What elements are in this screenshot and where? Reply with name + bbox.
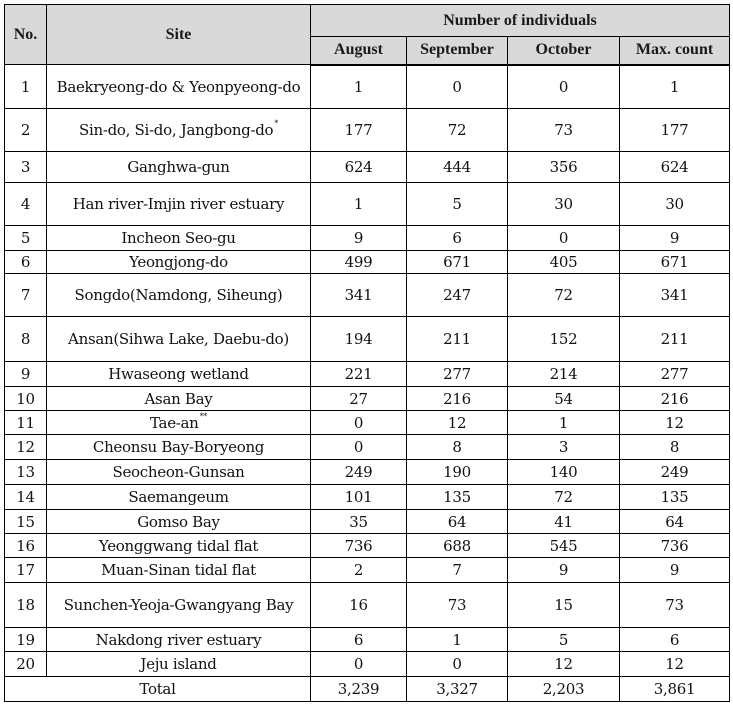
table-row <box>5 274 730 317</box>
cell-august: 499 <box>311 251 407 274</box>
cell-site <box>47 558 311 583</box>
cell-site <box>47 387 311 411</box>
cell-august: 341 <box>311 274 407 317</box>
total-september: 3,327 <box>407 677 508 702</box>
cell-october: 30 <box>508 183 620 226</box>
cell-no: 1 <box>5 65 47 109</box>
header-row-top <box>5 5 730 37</box>
cell-site <box>47 317 311 362</box>
site-name: Songdo(Namdong, Siheung) <box>74 286 283 304</box>
cell-no: 6 <box>5 251 47 274</box>
cell-no: 16 <box>5 534 47 558</box>
site-name: Seocheon-Gunsan <box>112 463 245 481</box>
cell-october: 405 <box>508 251 620 274</box>
cell-september: 73 <box>407 583 508 628</box>
cell-august: 35 <box>311 510 407 534</box>
footnote-marker: * <box>274 119 278 128</box>
cell-max-count: 624 <box>620 152 730 183</box>
cell-august: 16 <box>311 583 407 628</box>
cell-october: 54 <box>508 387 620 411</box>
cell-no: 15 <box>5 510 47 534</box>
site-name: Tae-an <box>150 413 199 432</box>
cell-october: 12 <box>508 652 620 677</box>
table-body <box>5 65 730 702</box>
cell-october: 72 <box>508 485 620 510</box>
cell-september: 12 <box>407 411 508 435</box>
cell-september: 1 <box>407 628 508 652</box>
cell-site <box>47 183 311 226</box>
cell-october: 9 <box>508 558 620 583</box>
cell-max-count: 64 <box>620 510 730 534</box>
site-name: Saemangeum <box>128 488 229 506</box>
cell-max-count: 9 <box>620 226 730 251</box>
cell-site <box>47 152 311 183</box>
cell-site <box>47 628 311 652</box>
table-row <box>5 652 730 677</box>
site-name: Nakdong river estuary <box>95 630 262 649</box>
cell-max-count: 211 <box>620 317 730 362</box>
cell-site <box>47 65 311 109</box>
table-row <box>5 435 730 460</box>
cell-no: 17 <box>5 558 47 583</box>
cell-september: 671 <box>407 251 508 274</box>
cell-september: 0 <box>407 65 508 109</box>
cell-september: 277 <box>407 362 508 387</box>
cell-september: 0 <box>407 652 508 677</box>
cell-october: 356 <box>508 152 620 183</box>
cell-september: 64 <box>407 510 508 534</box>
cell-no: 2 <box>5 109 47 152</box>
cell-october: 41 <box>508 510 620 534</box>
cell-site <box>47 583 311 628</box>
cell-site <box>47 534 311 558</box>
cell-max-count: 9 <box>620 558 730 583</box>
table-row <box>5 558 730 583</box>
header-august: August <box>311 37 407 65</box>
cell-no: 19 <box>5 628 47 652</box>
cell-august: 1 <box>311 65 407 109</box>
site-name: Sunchen-Yeoja-Gwangyang Bay <box>63 596 294 614</box>
table-row <box>5 510 730 534</box>
header-october: October <box>508 37 620 65</box>
cell-august: 9 <box>311 226 407 251</box>
cell-no: 10 <box>5 387 47 411</box>
cell-max-count: 12 <box>620 411 730 435</box>
cell-august: 1 <box>311 183 407 226</box>
cell-august: 194 <box>311 317 407 362</box>
cell-september: 444 <box>407 152 508 183</box>
table-row <box>5 152 730 183</box>
table-row <box>5 362 730 387</box>
cell-max-count: 8 <box>620 435 730 460</box>
site-name: Ganghwa-gun <box>127 158 230 176</box>
cell-no: 7 <box>5 274 47 317</box>
cell-october: 3 <box>508 435 620 460</box>
cell-site <box>47 411 311 435</box>
site-name: Baekryeong-do & Yeonpyeong-do <box>56 77 301 96</box>
cell-october: 73 <box>508 109 620 152</box>
cell-august: 736 <box>311 534 407 558</box>
cell-september: 216 <box>407 387 508 411</box>
cell-max-count: 30 <box>620 183 730 226</box>
cell-august: 177 <box>311 109 407 152</box>
cell-no: 20 <box>5 652 47 677</box>
total-max-count: 3,861 <box>620 677 730 702</box>
table-row <box>5 534 730 558</box>
cell-max-count: 12 <box>620 652 730 677</box>
cell-site <box>47 109 311 152</box>
table-row <box>5 583 730 628</box>
cell-october: 152 <box>508 317 620 362</box>
cell-site <box>47 510 311 534</box>
cell-site <box>47 274 311 317</box>
cell-no: 5 <box>5 226 47 251</box>
cell-august: 101 <box>311 485 407 510</box>
cell-no: 4 <box>5 183 47 226</box>
cell-no: 18 <box>5 583 47 628</box>
table-row <box>5 251 730 274</box>
cell-max-count: 341 <box>620 274 730 317</box>
cell-no: 11 <box>5 411 47 435</box>
site-name: Asan Bay <box>144 389 213 408</box>
cell-october: 0 <box>508 65 620 109</box>
site-name: Jeju island <box>140 655 217 673</box>
cell-september: 190 <box>407 460 508 485</box>
cell-no: 8 <box>5 317 47 362</box>
total-october: 2,203 <box>508 677 620 702</box>
total-label: Total <box>5 677 311 702</box>
cell-september: 6 <box>407 226 508 251</box>
cell-site <box>47 652 311 677</box>
cell-no: 13 <box>5 460 47 485</box>
header-no: No. <box>5 5 47 65</box>
cell-max-count: 671 <box>620 251 730 274</box>
cell-september: 135 <box>407 485 508 510</box>
table-row <box>5 411 730 435</box>
header-site: Site <box>47 5 311 65</box>
cell-august: 0 <box>311 652 407 677</box>
cell-august: 624 <box>311 152 407 183</box>
header-max-count: Max. count <box>620 37 730 65</box>
cell-september: 211 <box>407 317 508 362</box>
header-number-of-individuals: Number of individuals <box>311 5 730 37</box>
header-september: September <box>407 37 508 65</box>
cell-site <box>47 435 311 460</box>
cell-october: 0 <box>508 226 620 251</box>
cell-site <box>47 485 311 510</box>
table-row <box>5 317 730 362</box>
table-row <box>5 226 730 251</box>
cell-site <box>47 362 311 387</box>
cell-max-count: 736 <box>620 534 730 558</box>
individuals-by-site-table <box>4 4 730 702</box>
site-name: Han river-Imjin river estuary <box>72 195 285 213</box>
total-row <box>5 677 730 702</box>
cell-no: 12 <box>5 435 47 460</box>
cell-august: 249 <box>311 460 407 485</box>
cell-october: 5 <box>508 628 620 652</box>
cell-october: 214 <box>508 362 620 387</box>
footnote-marker: ** <box>199 411 207 421</box>
cell-september: 7 <box>407 558 508 583</box>
site-name: Sin-do, Si-do, Jangbong-do <box>78 121 274 139</box>
cell-max-count: 73 <box>620 583 730 628</box>
site-name: Yeonggwang tidal flat <box>98 536 259 555</box>
cell-august: 6 <box>311 628 407 652</box>
cell-no: 14 <box>5 485 47 510</box>
site-name: Incheon Seo-gu <box>121 229 236 247</box>
cell-october: 545 <box>508 534 620 558</box>
cell-august: 0 <box>311 435 407 460</box>
cell-august: 0 <box>311 411 407 435</box>
table-row <box>5 65 730 109</box>
cell-september: 8 <box>407 435 508 460</box>
cell-august: 27 <box>311 387 407 411</box>
cell-no: 3 <box>5 152 47 183</box>
cell-site <box>47 460 311 485</box>
cell-max-count: 6 <box>620 628 730 652</box>
table-row <box>5 183 730 226</box>
cell-max-count: 216 <box>620 387 730 411</box>
cell-site <box>47 251 311 274</box>
cell-september: 247 <box>407 274 508 317</box>
table-row <box>5 109 730 152</box>
site-name: Gomso Bay <box>137 512 220 531</box>
cell-october: 140 <box>508 460 620 485</box>
cell-september: 5 <box>407 183 508 226</box>
cell-max-count: 1 <box>620 65 730 109</box>
cell-october: 15 <box>508 583 620 628</box>
cell-september: 72 <box>407 109 508 152</box>
cell-max-count: 177 <box>620 109 730 152</box>
cell-max-count: 249 <box>620 460 730 485</box>
cell-september: 688 <box>407 534 508 558</box>
table-row <box>5 485 730 510</box>
table-row <box>5 460 730 485</box>
cell-max-count: 135 <box>620 485 730 510</box>
site-name: Muan-Sinan tidal flat <box>101 561 256 579</box>
site-name: Cheonsu Bay-Boryeong <box>92 438 265 456</box>
site-name: Hwaseong wetland <box>108 365 249 383</box>
site-name: Yeongjong-do <box>129 253 228 271</box>
cell-max-count: 277 <box>620 362 730 387</box>
total-august: 3,239 <box>311 677 407 702</box>
cell-site <box>47 226 311 251</box>
table-row <box>5 628 730 652</box>
cell-august: 221 <box>311 362 407 387</box>
site-name: Ansan(Sihwa Lake, Daebu-do) <box>68 330 289 348</box>
cell-no: 9 <box>5 362 47 387</box>
cell-august: 2 <box>311 558 407 583</box>
cell-october: 72 <box>508 274 620 317</box>
cell-october: 1 <box>508 411 620 435</box>
table-row <box>5 387 730 411</box>
